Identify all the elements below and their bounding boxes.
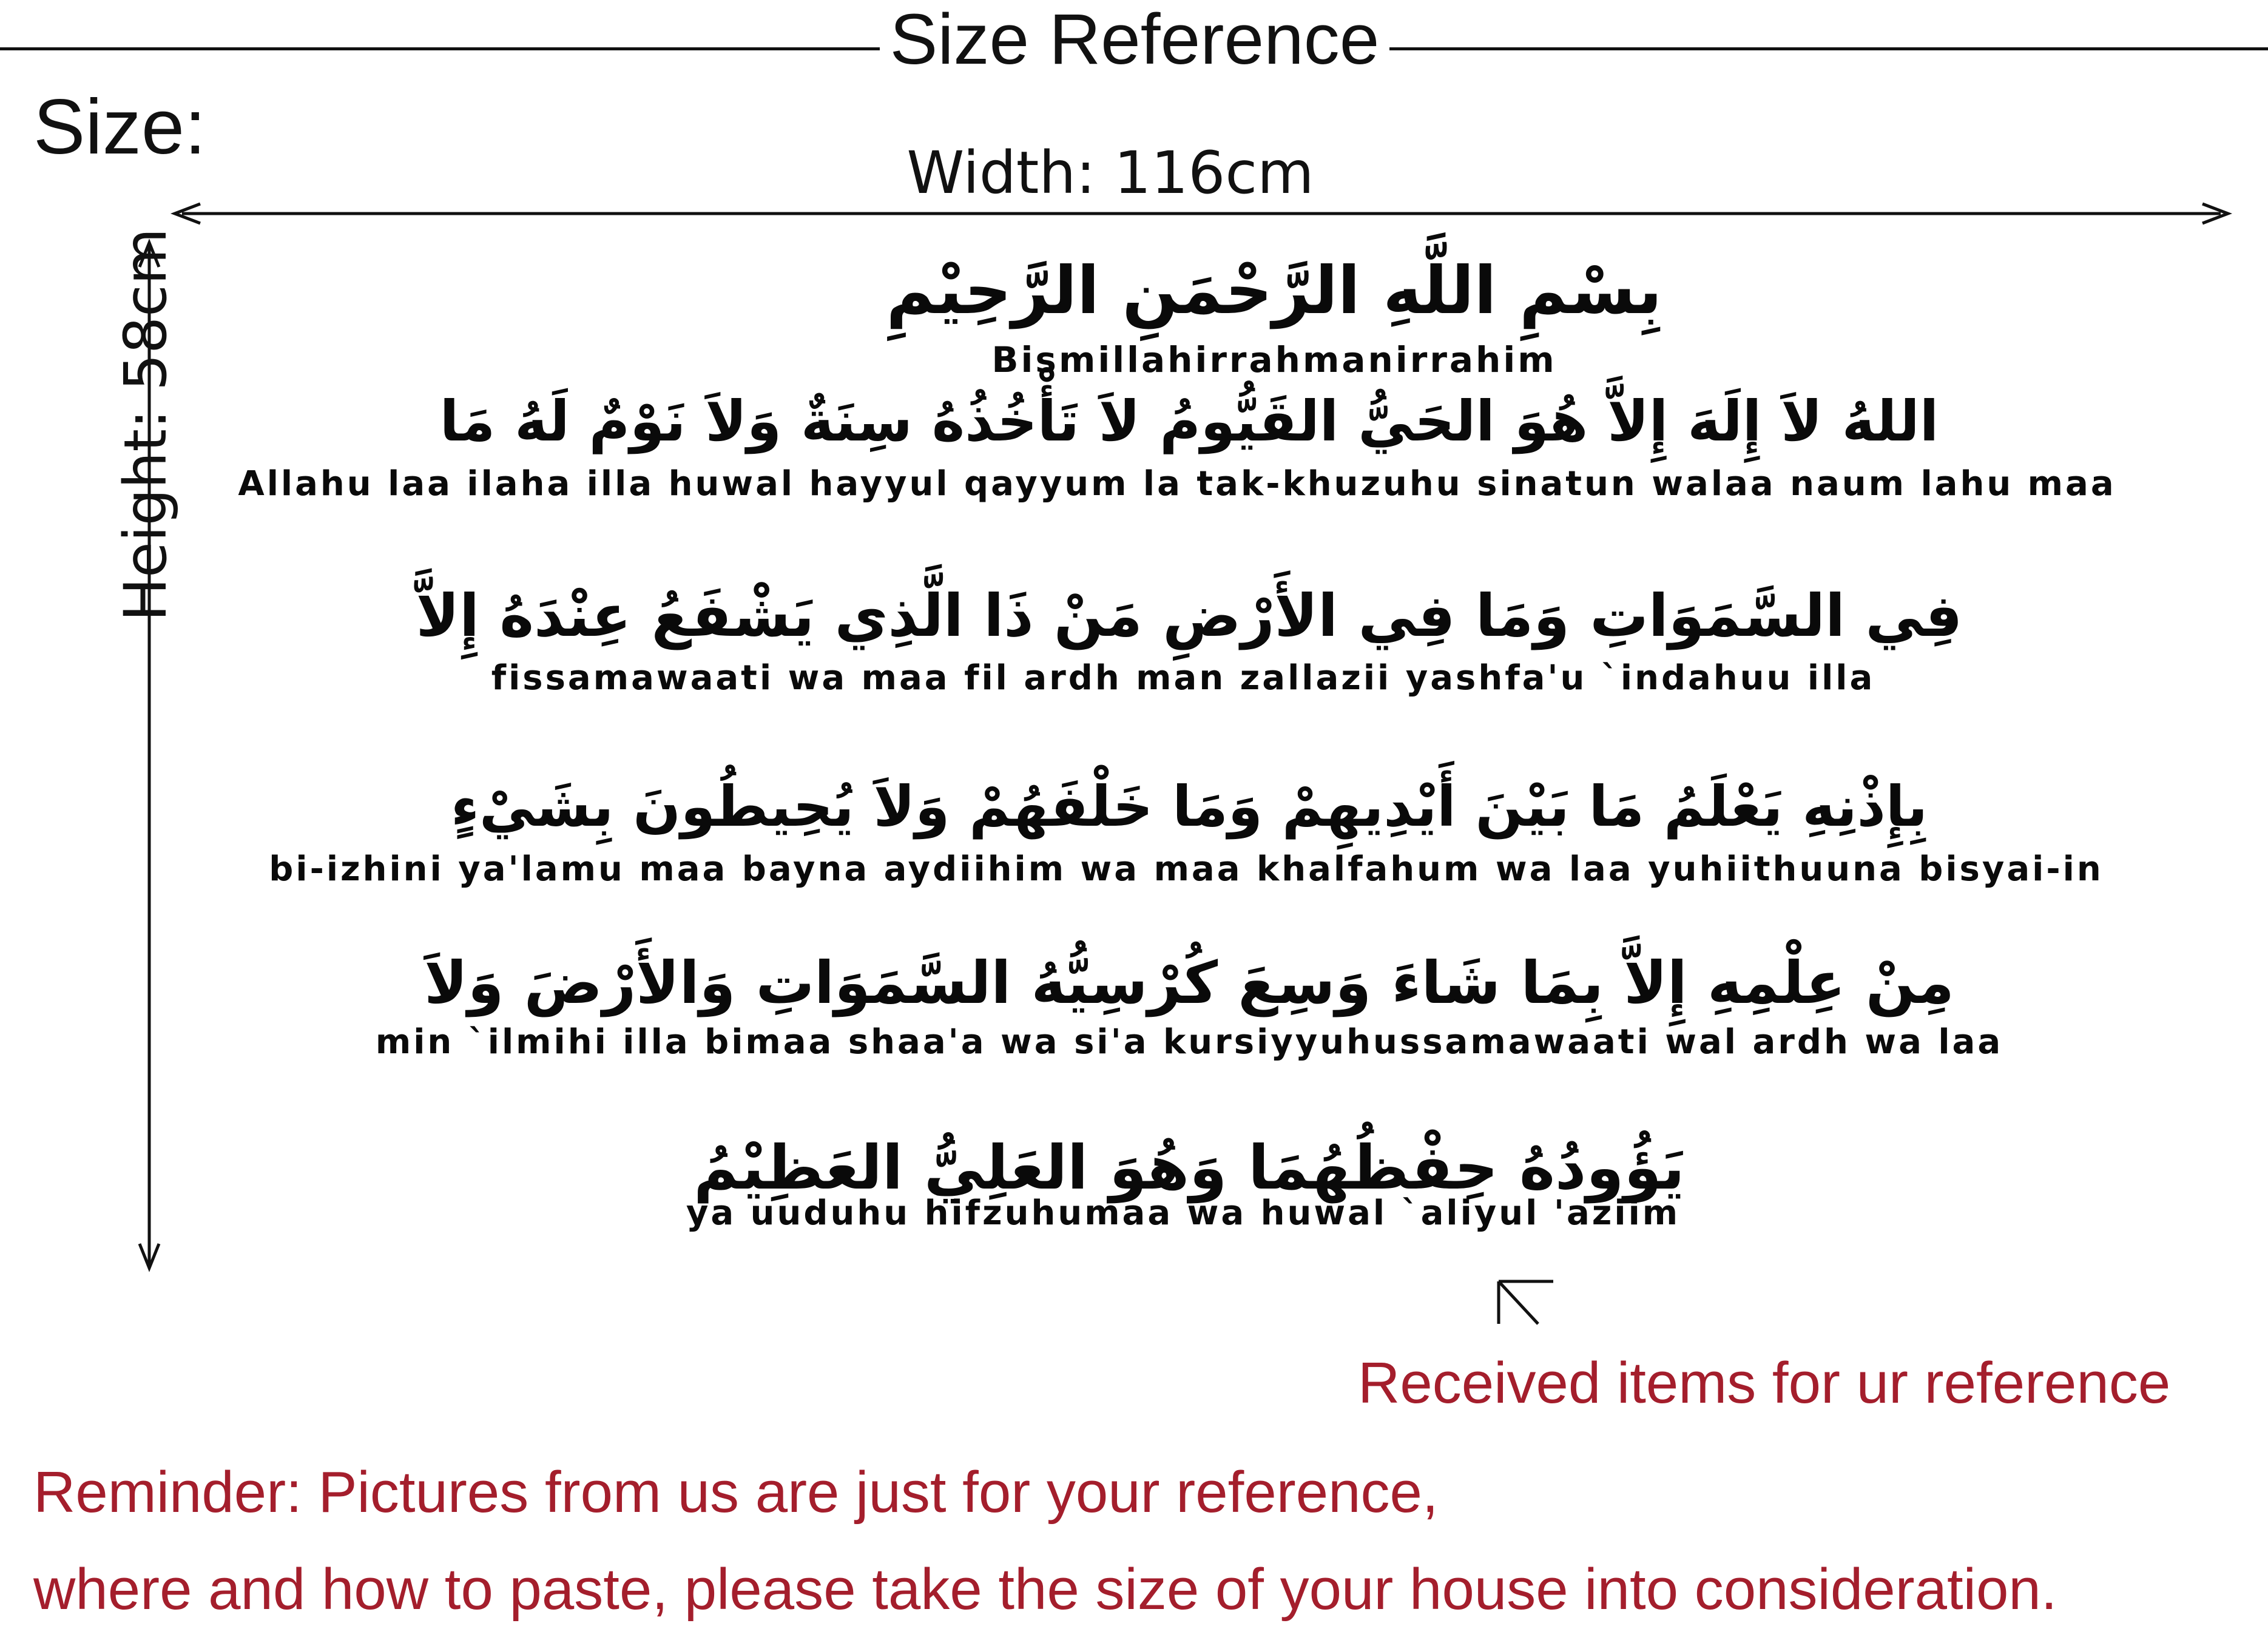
arabic-line-6: يَؤُودُهُ حِفْظُهُمَا وَهُوَ العَلِيُّ العَظِيْمُ: [694, 1132, 1685, 1203]
arabic-line-1: بِسْمِ اللَّهِ الرَّحْمَنِ الرَّحِيْمِ: [886, 253, 1662, 329]
translit-line-6: ya uuduhu hifzuhumaa wa huwal `aliyul 'aziim: [686, 1193, 1681, 1233]
width-label: Width: 116cm: [906, 139, 1314, 207]
reminder-line-2: where and how to paste, please take the size of your house into consideration.: [33, 1557, 2057, 1622]
pointer-arrow-icon: [1499, 1281, 1553, 1324]
page-title: Size Reference: [889, 0, 1380, 79]
reminder-line-1: Reminder: Pictures from us are just for your reference,: [33, 1460, 1439, 1525]
arabic-line-2: اللهُ لاَ إِلَهَ إِلاَّ هُوَ الحَيُّ القَيُّومُ لاَ تَأْخُذُهُ سِنَةٌ وَلاَ نَوْمٌ لَهُ مَا: [439, 389, 1939, 454]
arabic-line-4: بِإِذْنِهِ يَعْلَمُ مَا بَيْنَ أَيْدِيهِمْ وَمَا خَلْفَهُمْ وَلاَ يُحِيطُونَ بِشَيْءٍ: [451, 774, 1928, 839]
received-items-note: Received items for ur reference: [1358, 1351, 2171, 1415]
translit-line-1: Bismillahirrahmanirrahim: [991, 339, 1557, 380]
translit-line-2: Allahu laa ilaha illa huwal hayyul qayyum la tak-khuzuhu sinatun walaa naum lahu maa: [238, 464, 2116, 504]
translit-line-3: fissamawaati wa maa fil ardh man zallazii yashfa'u `indahuu illa: [491, 658, 1875, 698]
width-arrow-icon: [175, 204, 2228, 223]
arabic-line-5: مِنْ عِلْمِهِ إِلاَّ بِمَا شَاءَ وَسِعَ كُرْسِيُّهُ السَّمَوَاتِ وَالأَرْضَ وَلاَ: [424, 949, 1954, 1017]
height-arrow-icon: [140, 243, 159, 1268]
translit-line-4: bi-izhini ya'lamu maa bayna aydiihim wa maa khalfahum wa laa yuhiithuuna bisyai-in: [269, 849, 2104, 889]
size-label: Size:: [33, 84, 206, 170]
height-label: Height: 58cm: [112, 228, 180, 622]
translit-line-5: min `ilmihi illa bimaa shaa'a wa si'a kursiyyuhussamawaati wal ardh wa laa: [375, 1022, 2003, 1062]
arabic-line-3: فِي السَّمَوَاتِ وَمَا فِي الأَرْضِ مَنْ ذَا الَّذِي يَشْفَعُ عِنْدَهُ إِلاَّ: [416, 582, 1963, 650]
